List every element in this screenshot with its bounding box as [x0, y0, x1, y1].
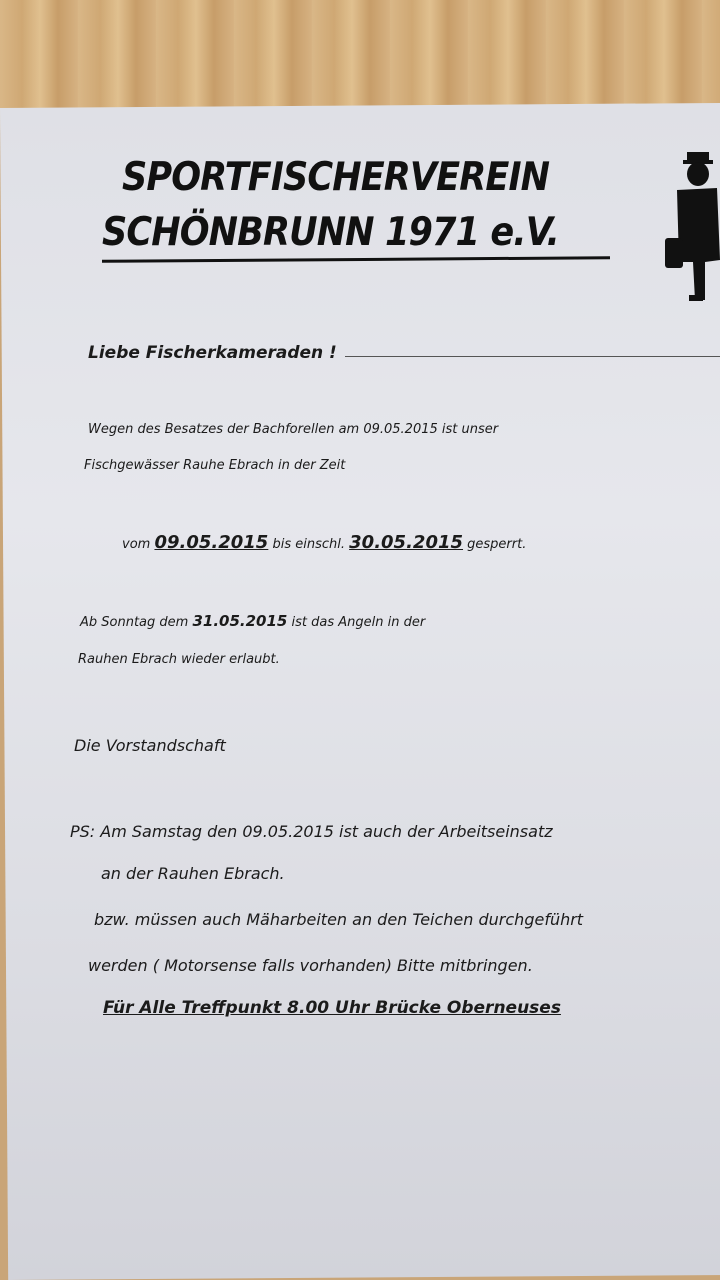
period-middle: bis einschl.: [272, 537, 345, 552]
reopen-line1: [80, 612, 425, 630]
reopen-prefix: Ab Sonntag dem: [80, 615, 189, 630]
meeting-point: Für Alle Treffpunkt 8.00 Uhr Brücke Oberneuses: [103, 998, 561, 1018]
fisherman-silhouette-icon: [665, 150, 720, 310]
reopen-date: 31.05.2015: [192, 612, 288, 630]
reopen-line2: Rauhen Ebrach wieder erlaubt.: [78, 652, 280, 667]
notice-line1: Wegen des Besatzes der Bachforellen am 09.05.2015 ist unser: [88, 422, 499, 437]
ps-line4: werden ( Motorsense falls vorhanden) Bitte mitbringen.: [88, 956, 533, 975]
ps-line1: PS: Am Samstag den 09.05.2015 ist auch der Arbeitseinsatz: [70, 822, 553, 841]
paper-sheet: [0, 103, 720, 1280]
greeting-rule: [345, 356, 720, 357]
club-name-line1: SPORTFISCHERVEREIN: [122, 155, 550, 200]
ps-line3: bzw. müssen auch Mäharbeiten an den Teichen durchgeführt: [94, 910, 584, 929]
closure-period: [122, 532, 526, 553]
period-suffix: gesperrt.: [467, 537, 527, 552]
period-prefix: vom: [122, 537, 151, 552]
signature: Die Vorstandschaft: [74, 736, 226, 755]
ps-line2: an der Rauhen Ebrach.: [101, 864, 285, 883]
notice-line2: Fischgewässer Rauhe Ebrach in der Zeit: [84, 458, 346, 473]
reopen-suffix: ist das Angeln in der: [291, 615, 426, 630]
club-name-line2: SCHÖNBRUNN 1971 e.V.: [102, 210, 559, 255]
greeting: Liebe Fischerkameraden !: [88, 343, 337, 363]
date-to: 30.05.2015: [349, 532, 464, 553]
date-from: 09.05.2015: [154, 532, 269, 553]
